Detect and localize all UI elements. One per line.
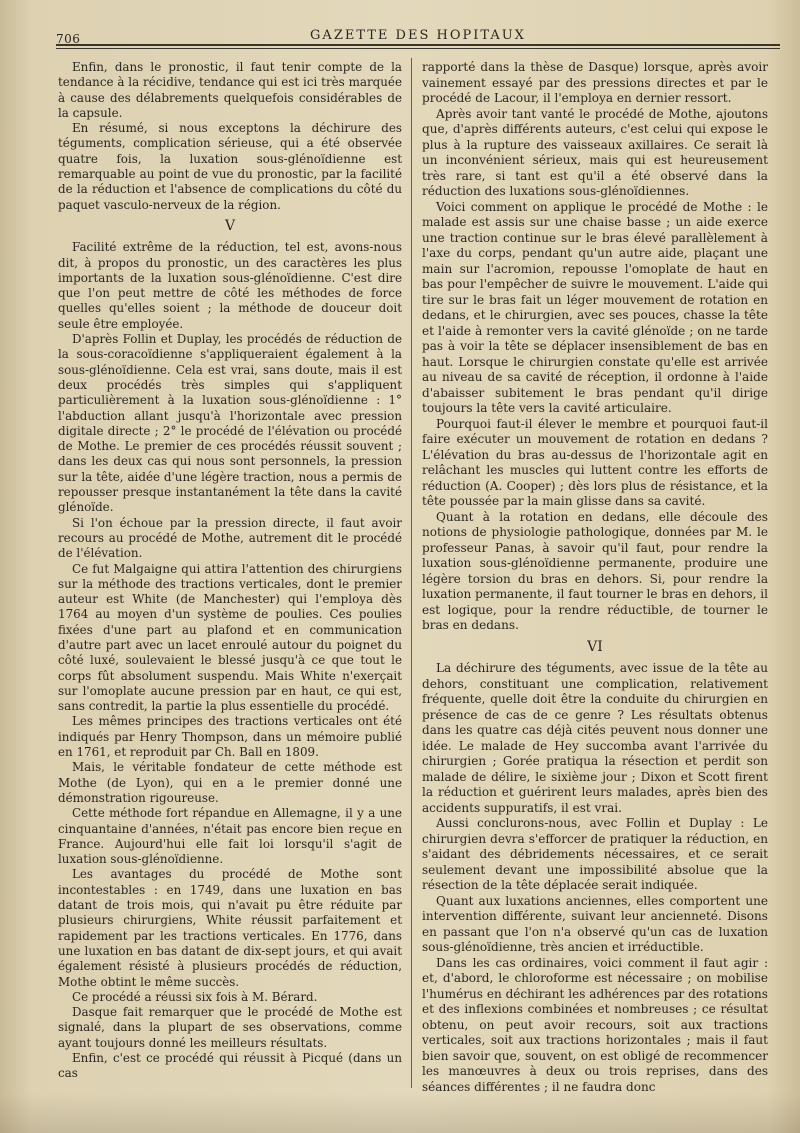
- paragraph: rapporté dans la thèse de Dasque) lorsque, après avoir vainement essayé par des pressions directes et par le procédé de Lacour, il l'employa en dernier ressort.: [422, 60, 768, 105]
- page-number: 706: [56, 32, 81, 46]
- paragraph: D'après Follin et Duplay, les procédés de réduction de la sous-coracoïdienne s'appliqueraient également à la sous-glénoïdienne. Cela est vrai, sans doute, mais il est deux procédés très simples qui s'appliquent particulièrement à la luxation sous-glénoïdienne : 1° l'abduction allant jusqu'à l'horizontale avec pression digitale directe ; 2° le procédé de l'élévation ou procédé de Mothe. Le premier de ces procédés réussit souvent ; dans les deux cas qui nous sont personnels, la pression sur la tête, aidée d'une légère traction, nous a permis de repousser presque instantanément la tête dans la cavité glénoïde.: [58, 332, 402, 515]
- paragraph: Enfin, dans le pronostic, il faut tenir compte de la tendance à la récidive, tendance qui est ici très marquée à cause des délabrements quelquefois considérables de la capsule.: [58, 60, 402, 120]
- page-bottom-shadow: [0, 1093, 800, 1133]
- header-rule-thin: [56, 48, 780, 49]
- paragraph: Cette méthode fort répandue en Allemagne, il y a une cinquantaine d'années, n'était pas encore bien reçue en France. Aujourd'hui elle fait loi lorsqu'il s'agit de luxation sous-glénoïdienne.: [58, 806, 402, 867]
- right-column: [422, 60, 768, 1095]
- section-heading-vi: VI: [587, 638, 603, 655]
- paragraph: Pourquoi faut-il élever le membre et pourquoi faut-il faire exécuter un mouvement de rotation en dedans ? L'élévation du bras au-dessus de l'horizontale agit en relâchant les muscles qui luttent contre les efforts de réduction (A. Cooper) ; dès lors plus de résistance, et la tête poussée par la main glisse dans sa cavité.: [422, 416, 768, 508]
- paragraph: Quant aux luxations anciennes, elles comportent une intervention différente, suivant leur ancienneté. Disons en passant que l'on n'a observé qu'un cas de luxation sous-glénoïdienne, très ancien et irréductible.: [422, 893, 768, 954]
- paragraph: Dans les cas ordinaires, voici comment il faut agir : et, d'abord, le chloroforme est nécessaire ; on mobilise l'humérus en déchirant les adhérences par des rotations et des inflexions combinées et nombreuses ; ce résultat obtenu, on peut avoir recours, soit aux tractions verticales, soit aux tractions horizontales ; mais il faut bien savoir que, souvent, on est obligé de recommencer les manœuvres à deux ou trois reprises, dans des séances différentes ; il ne faudra donc: [422, 955, 768, 1094]
- paragraph: Facilité extrême de la réduction, tel est, avons-nous dit, à propos du pronostic, un des caractères les plus importants de la luxation sous-glénoïdienne. C'est dire que l'on peut mettre de côté les méthodes de force quelles qu'elles soient ; la méthode de douceur doit seule être employée.: [58, 240, 402, 331]
- paragraph: Enfin, c'est ce procédé qui réussit à Picqué (dans un cas: [58, 1051, 402, 1081]
- left-column: [58, 60, 402, 1082]
- header-rule: [56, 44, 780, 46]
- paragraph: Aussi conclurons-nous, avec Follin et Duplay : Le chirurgien devra s'efforcer de pratiquer la réduction, en s'aidant des débridements nécessaires, et ce serait seulement devant une impossibilité absolue que la résection de la tête déplacée serait indiquée.: [422, 816, 768, 892]
- journal-title: GAZETTE DES HOPITAUX: [310, 28, 526, 43]
- paragraph: Après avoir tant vanté le procédé de Mothe, ajoutons que, d'après différents auteurs, c'est celui qui expose le plus à la rupture des vaisseaux axillaires. Ce serait là un inconvénient sérieux, mais qui est heureusement très rare, si tant est qu'il a été observé dans la réduction des luxations sous-glénoïdiennes.: [422, 106, 768, 198]
- paragraph: En résumé, si nous exceptons la déchirure des téguments, complication sérieuse, qui a été observée quatre fois, la luxation sous-glénoïdienne est remarquable au point de vue du pronostic, par la facilité de la réduction et l'absence de complications du côté du paquet vasculo-nerveux de la région.: [58, 121, 402, 212]
- paragraph: Les mêmes principes des tractions verticales ont été indiqués par Henry Thompson, dans un mémoire publié en 1761, et reproduit par Ch. Ball en 1809.: [58, 714, 402, 760]
- column-divider: [411, 58, 412, 1088]
- paragraph: Dasque fait remarquer que le procédé de Mothe est signalé, dans la plupart de ses observations, comme ayant toujours donné les meilleurs résultats.: [58, 1005, 402, 1050]
- paragraph: Mais, le véritable fondateur de cette méthode est Mothe (de Lyon), qui en a le premier donné une démonstration rigoureuse.: [58, 760, 402, 805]
- paragraph: Ce fut Malgaigne qui attira l'attention des chirurgiens sur la méthode des tractions verticales, dont le premier auteur est White (de Manchester) qui l'employa dès 1764 au moyen d'un système de poulies. Ces poulies fixées d'une part au plafond et en communication d'autre part avec un lacet enroulé autour du poignet du côté luxé, soulevaient le blessé jusqu'à ce que tout le corps fût absolument suspendu. Mais White n'exerçait sur l'omoplate aucune pression par en haut, ce qui est, sans contredit, la partie la plus essentielle du procédé.: [58, 561, 402, 714]
- section-heading-v: V: [224, 217, 236, 234]
- paragraph: Voici comment on applique le procédé de Mothe : le malade est assis sur une chaise basse ; un aide exerce une traction continue sur le bras élevé parallèlement à l'axe du corps, pendant qu'un autre aide, plaçant une main sur l'acromion, repousse l'omoplate de haut en bas pour l'empêcher de suivre le mouvement. L'aide qui tire sur le bras fait un léger mouvement de rotation en dedans, et le chirurgien, avec ses pouces, chasse la tête et l'aide à remonter vers la cavité glénoïde ; on ne tarde pas à voir la tête se déplacer insensiblement de bas en haut. Lorsque le chirurgien constate qu'elle est arrivée au niveau de sa cavité de réception, il ordonne à l'aide d'abaisser subitement le bras pendant qu'il dirige toujours la tête vers la cavité articulaire.: [422, 199, 768, 415]
- paragraph: Quant à la rotation en dedans, elle découle des notions de physiologie pathologique, données par M. le professeur Panas, à savoir qu'il faut, pour rendre la luxation sous-glénoïdienne permanente, produire une légère torsion du bras en dehors. Si, pour rendre la luxation permanente, il faut tourner le bras en dehors, il est logique, pour la rendre réductible, de tourner le bras en dedans.: [422, 509, 768, 632]
- page-header: [56, 22, 780, 44]
- paragraph: La déchirure des téguments, avec issue de la tête au dehors, constituant une complication, relativement fréquente, quelle doit être la conduite du chirurgien en présence de cas de ce genre ? Les résultats obtenus dans les quatre cas déjà cités peuvent nous donner une idée. Le malade de Hey succomba avant l'arrivée du chirurgien ; Gorée pratiqua la résection et perdit son malade de délire, le sixième jour ; Dixon et Scott firent la réduction et guérirent leurs malades, après bien des accidents suppuratifs, il est vrai.: [422, 661, 768, 815]
- paragraph: Ce procédé a réussi six fois à M. Bérard.: [72, 989, 318, 1004]
- paragraph: Si l'on échoue par la pression directe, il faut avoir recours au procédé de Mothe, autrement dit le procédé de l'élévation.: [58, 515, 402, 561]
- paragraph: Les avantages du procédé de Mothe sont incontestables : en 1749, dans une luxation en bas datant de trois mois, qui n'avait pu être réduite par plusieurs chirurgiens, White réussit parfaitement et rapidement par les tractions verticales. En 1776, dans une luxation en bas datant de dix-sept jours, et qui avait également résisté à plusieurs procédés de réduction, Mothe obtint le même succès.: [58, 867, 402, 989]
